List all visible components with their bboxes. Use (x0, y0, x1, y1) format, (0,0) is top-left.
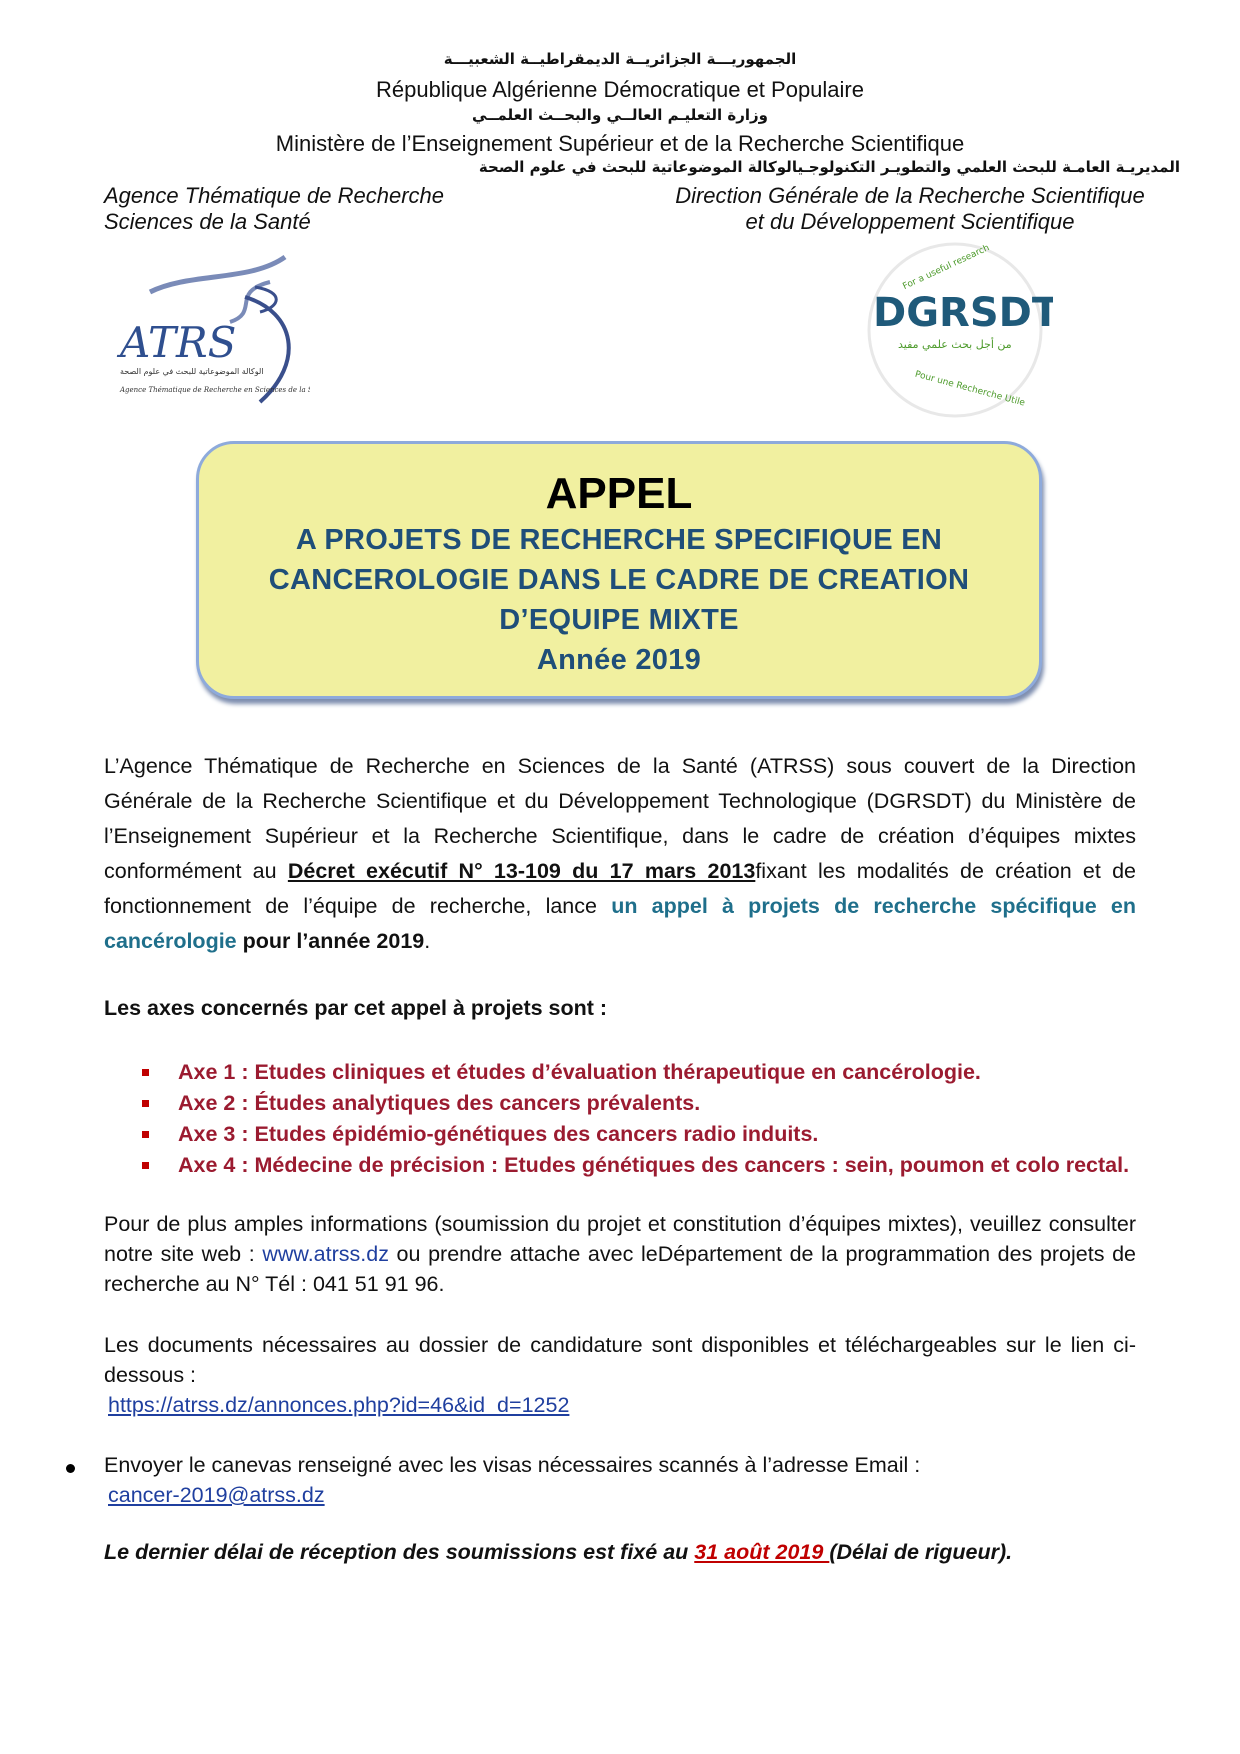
documents-link[interactable]: https://atrss.dz/annonces.php?id=46&id_d=1252 (108, 1393, 570, 1417)
axis-item (142, 1150, 1129, 1181)
axis-item (142, 1088, 1129, 1119)
axis-1: Axe 1 : Etudes cliniques et études d’évaluation thérapeutique en cancérologie. (178, 1060, 981, 1084)
axis-item (142, 1119, 1129, 1150)
email-text: Envoyer le canevas renseigné avec les visas nécessaires scannés à l’adresse Email : (104, 1453, 921, 1477)
dgrsdt-ring-bottom: Pour une Recherche Utile (913, 369, 1026, 409)
header-french-republic: République Algérienne Démocratique et Populaire (376, 77, 864, 102)
call-year: Année 2019 (536, 644, 702, 676)
call-subtitle-line2: CANCEROLOGIE DANS LE CADRE DE CREATION (268, 564, 970, 596)
call-subtitle-line3: D’EQUIPE MIXTE (499, 604, 739, 636)
atrss-logo (110, 252, 310, 412)
header-french-ministry: Ministère de l’Enseignement Supérieur et de la Recherche Scientifique (275, 131, 965, 156)
deadline-after: (Délai de rigueur). (829, 1540, 1013, 1564)
dgrsdt-logo-text: DGRSDT (873, 290, 1053, 336)
info-part2: ou prendre attache avec leDépartement de la programmation des projets de recherche au N° Tél : 041 51 91 96. (104, 1242, 1136, 1296)
deadline-notice (104, 1540, 1012, 1565)
header-arabic-republic: الجمهوريـــة الجزائريــة الديمقراطيــة الشعبيـــة (443, 50, 797, 68)
square-bullet-icon (142, 1100, 149, 1107)
square-bullet-icon (142, 1162, 149, 1169)
round-bullet-icon (66, 1464, 75, 1473)
atrss-logo-caption-fr: Agence Thématique de Recherche en Sciences de la Santé (120, 386, 310, 394)
intro-end: . (424, 929, 431, 953)
left-agency-line1: Agence Thématique de Recherche (104, 183, 444, 208)
header-arabic-directorate: المديريـة العامـة للبحث العلمي والتطويـر التكنولوجـيالوكالة الموضوعاتية للبحث في علوم الصحة (478, 158, 1180, 176)
axis-2: Axe 2 : Études analytiques des cancers prévalents. (178, 1091, 701, 1115)
axis-item (142, 1057, 1129, 1088)
decree-reference: Décret exécutif N° 13-109 du 17 mars 2013 (287, 859, 756, 883)
axes-list (142, 1057, 1129, 1181)
intro-paragraph (104, 749, 1136, 959)
intro-part1: L’Agence Thématique de Recherche en Sciences de la Santé (ATRSS) sous couvert de la Direction Générale de la Recherche Scientifique et du Développement Technologique (DGRSDT) du Ministère de l’Enseignement Supérieur et la Recherche Scientifique, dans le cadre de création d’équipes mixtes conformément au (104, 754, 1136, 883)
dgrsdt-ring-top: For a useful research (901, 243, 992, 293)
call-highlight: un appel à projets de recherche spécifique en cancérologie (104, 894, 1136, 953)
axis-4: Axe 4 : Médecine de précision : Etudes génétiques des cancers : sein, poumon et colo rectal. (178, 1153, 1130, 1177)
dgrsdt-logo (858, 238, 1053, 423)
dgrsdt-arabic-slogan: من أجل بحث علمي مفيد (898, 338, 1012, 351)
intro-year: pour l’année 2019 (236, 929, 425, 953)
info-part1: Pour de plus amples informations (soumission du projet et constitution d’équipes mixtes), veuillez consulter notre site web : (104, 1212, 1136, 1266)
website-link[interactable]: www.atrss.dz (262, 1242, 389, 1266)
header-arabic-ministry: وزارة التعليـم العالــي والبحــث العلمــي (472, 106, 768, 124)
call-title-box (196, 441, 1042, 699)
documents-text: Les documents nécessaires au dossier de candidature sont disponibles et téléchargeables sur le lien ci-dessous : (104, 1333, 1136, 1387)
info-paragraph (104, 1209, 1136, 1299)
axis-3: Axe 3 : Etudes épidémio-génétiques des cancers radio induits. (178, 1122, 819, 1146)
atrss-logo-text: ATRS (120, 318, 237, 367)
square-bullet-icon (142, 1069, 149, 1076)
email-paragraph (104, 1450, 1136, 1510)
call-subtitle-line1: A PROJETS DE RECHERCHE SPECIFIQUE EN (295, 524, 943, 556)
left-agency-line2: Sciences de la Santé (104, 209, 311, 234)
axes-heading: Les axes concernés par cet appel à projets sont : (104, 996, 608, 1020)
right-agency-line2: et du Développement Scientifique (745, 209, 1075, 234)
deadline-date: 31 août 2019 (694, 1540, 830, 1564)
documents-paragraph (104, 1330, 1136, 1420)
email-link[interactable]: cancer-2019@atrss.dz (108, 1483, 325, 1507)
deadline-before: Le dernier délai de réception des soumissions est fixé au (104, 1540, 695, 1564)
left-agency-name (104, 183, 444, 235)
atrss-logo-caption-ar: الوكالة الموضوعاتية للبحث في علوم الصحة (120, 367, 264, 376)
intro-part2: fixant les modalités de création et de fonctionnement de l’équipe de recherche, lance (104, 859, 1137, 918)
call-title: APPEL (545, 469, 693, 518)
right-agency-line1: Direction Générale de la Recherche Scientifique (675, 183, 1145, 208)
right-agency-name (660, 183, 1160, 235)
square-bullet-icon (142, 1131, 149, 1138)
